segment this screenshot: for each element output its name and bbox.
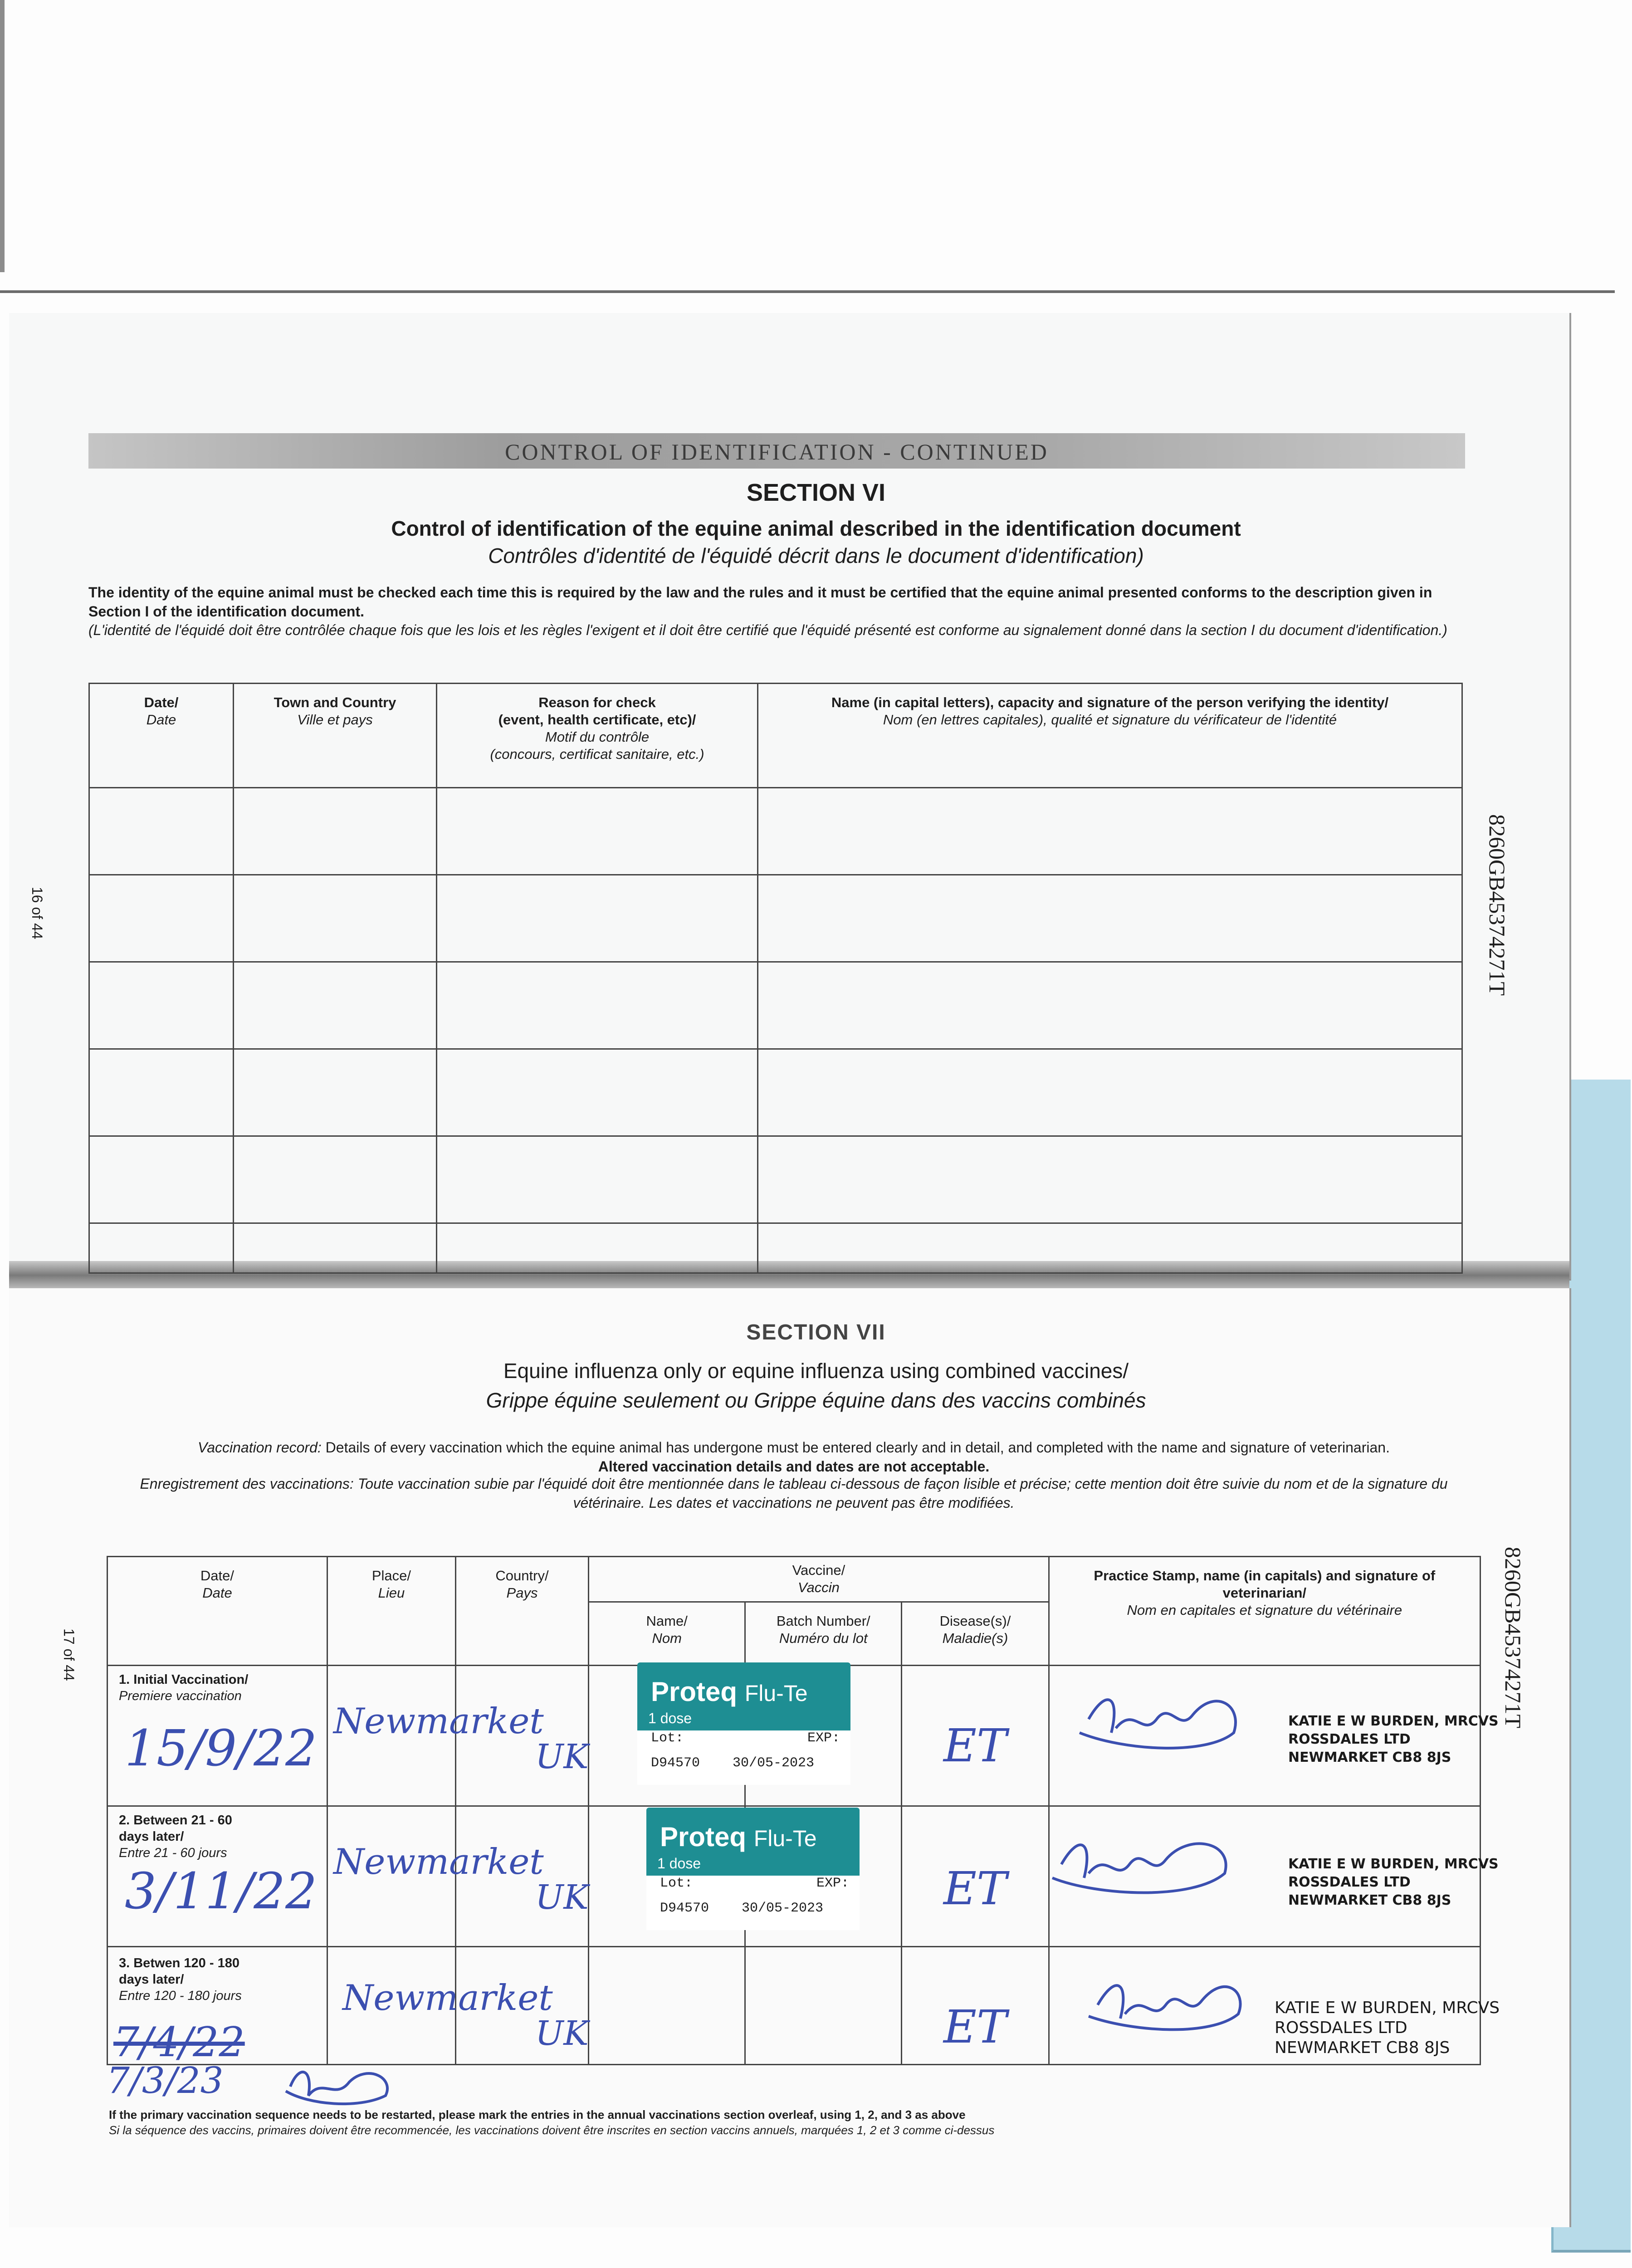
town-cell[interactable] <box>234 962 437 1049</box>
col-batch-number: Batch Number/ Numéro du lot <box>745 1602 902 1666</box>
table-row <box>89 1223 1462 1273</box>
col-country: Country/ Pays <box>455 1557 588 1666</box>
table-row <box>89 1136 1462 1223</box>
row-3-label: 3. Betwen 120 - 180 days later/ Entre 120 - 180 jours <box>119 1956 242 2003</box>
vaccination-intro-fr: Enregistrement des vaccinations: Toute vaccination subie par l'équidé doit être mentionnée dans le tableau ci-dessous de façon lisible et précise; cette mention doit être suivie du nom et de la signature du vétérinaire. Les dates et vaccinations ne peuvent pas être modifiées. <box>140 1476 1448 1511</box>
date-cell[interactable] <box>89 1049 234 1136</box>
exp-label: EXP: <box>807 1730 840 1746</box>
date-cell[interactable] <box>89 962 234 1049</box>
row-1-date: 15/9/22 <box>125 1719 318 1777</box>
table-row <box>89 875 1462 962</box>
table-row <box>89 788 1462 875</box>
vaccination-intro-en: Details of every vaccination which the equine animal has undergone must be entered clearly and in detail, and completed with the name and signature of veterinarian. <box>325 1439 1390 1456</box>
row-3-place: Newmarket <box>342 1978 553 2019</box>
row-1-disease: ET <box>943 1719 1007 1772</box>
row-2-date: 3/11/22 <box>125 1862 318 1920</box>
row-3-country: UK <box>535 2014 589 2053</box>
page-number-16: 16 of 44 <box>29 887 45 939</box>
expiry-date: 30/05-2023 <box>733 1755 815 1771</box>
vet-signature-1 <box>1070 1678 1252 1755</box>
footnote: If the primary vaccination sequence needs to be restarted, please mark the entries in the annual vaccinations section overleaf, using 1, 2, and 3 as above Si la séquence des vaccins, primaires doivent être recommencée, les vaccinations doivent être inscrites en section vaccins annuels, marquées 1, 2 et 3 comme ci-dessus <box>109 2108 995 2137</box>
verifier-cell[interactable] <box>758 875 1462 962</box>
reason-cell[interactable] <box>437 1223 758 1273</box>
date-cell[interactable] <box>89 788 234 875</box>
practice-stamp-3: KATIE E W BURDEN, MRCVS ROSSDALES LTD NEWMARKET CB8 8JS <box>1275 1999 1500 2057</box>
vaccine-name-cell[interactable] <box>589 1947 745 2065</box>
vaccine-sticker-1 <box>637 1662 850 1785</box>
date-initial-signature <box>281 2059 399 2109</box>
section-vi-subtitle-fr: Contrôles d'identité de l'équidé décrit dans le document d'identification) <box>488 544 1144 567</box>
banner-text: CONTROL OF IDENTIFICATION - CONTINUED <box>505 439 1049 464</box>
reason-cell[interactable] <box>437 962 758 1049</box>
col-reason: Reason for check (event, health certificate, etc)/ Motif du contrôle (concours, certificat sanitaire, etc.) <box>437 684 758 788</box>
row-1-country: UK <box>535 1737 589 1776</box>
identification-check-table <box>88 683 1463 1274</box>
page-number-17: 17 of 44 <box>61 1628 77 1681</box>
vaccination-altered-note: Altered vaccination details and dates are not acceptable. <box>598 1458 990 1475</box>
row-3-disease: ET <box>943 2000 1007 2053</box>
town-cell[interactable] <box>234 1136 437 1223</box>
town-cell[interactable] <box>234 788 437 875</box>
section-vi-intro-fr: (L'identité de l'équidé doit être contrôlée chaque fois que les lois et les règles l'exigent et il doit être certifié que l'équidé présenté est conforme au signalement donné dans la section I du document d'identification.) <box>88 622 1447 638</box>
batch-number: D94570 <box>660 1901 709 1916</box>
section-vii-subtitle-en: Equine influenza only or equine influenza using combined vaccines/ <box>503 1359 1129 1383</box>
date-cell[interactable] <box>89 1136 234 1223</box>
vaccine-product: Flu-Te <box>753 1826 817 1851</box>
table-row <box>89 1049 1462 1136</box>
vaccine-brand: Proteq <box>660 1822 747 1852</box>
reason-cell[interactable] <box>437 875 758 962</box>
vet-signature-3 <box>1080 1964 1252 2037</box>
row-2-label: 2. Between 21 - 60 days later/ Entre 21 - 60 jours <box>119 1813 232 1860</box>
section-banner <box>88 433 1465 469</box>
verifier-cell[interactable] <box>758 1223 1462 1273</box>
col-date: Date/ Date <box>89 684 234 788</box>
booklet-top-border <box>0 290 1615 293</box>
section-vi-title: SECTION VI <box>746 479 886 506</box>
practice-stamp-1: KATIE E W BURDEN, MRCVS ROSSDALES LTD NEWMARKET CB8 8JS <box>1288 1713 1499 1765</box>
town-cell[interactable] <box>234 1049 437 1136</box>
town-cell[interactable] <box>234 875 437 962</box>
batch-number: D94570 <box>651 1755 700 1771</box>
vaccine-product: Flu-Te <box>744 1681 808 1706</box>
lot-label: Lot: <box>651 1730 684 1746</box>
verifier-cell[interactable] <box>758 1049 1462 1136</box>
vaccination-record-lead: Vaccination record: <box>198 1439 322 1456</box>
horse-id-number-lower: 8260GB45374271T <box>1500 1547 1526 1728</box>
row-2-place: Newmarket <box>333 1842 544 1882</box>
col-diseases: Disease(s)/ Maladie(s) <box>902 1602 1049 1666</box>
date-cell[interactable] <box>89 1223 234 1273</box>
expiry-date: 30/05-2023 <box>742 1901 824 1916</box>
row-3-date: 7/3/23 <box>107 2059 224 2102</box>
section-vi-intro-en: The identity of the equine animal must be checked each time this is required by the law and the rules and it must be certified that the equine animal presented conforms to the description given in Section I of the identification document. <box>88 584 1432 620</box>
vaccine-brand: Proteq <box>651 1677 738 1707</box>
col-practice-stamp: Practice Stamp, name (in capitals) and signature of veterinarian/ Nom en capitales et signature du vétérinaire <box>1049 1557 1480 1666</box>
reason-cell[interactable] <box>437 1136 758 1223</box>
lot-label: Lot: <box>660 1876 693 1891</box>
row-3-date-struck: 7/4/22 <box>113 2019 245 2066</box>
row-1-place: Newmarket <box>333 1701 544 1742</box>
row-1-label: 1. Initial Vaccination/ Premiere vaccination <box>119 1672 249 1703</box>
vaccine-dose: 1 dose <box>648 1710 692 1726</box>
row-2-country: UK <box>535 1878 589 1917</box>
col-vaccine-name: Name/ Nom <box>589 1602 745 1666</box>
exp-label: EXP: <box>816 1876 850 1891</box>
reason-cell[interactable] <box>437 788 758 875</box>
town-cell[interactable] <box>234 1223 437 1273</box>
col-verifier: Name (in capital letters), capacity and signature of the person verifying the identity/ Nom (en lettres capitales), qualité et signature du vérificateur de l'identité <box>758 684 1462 788</box>
verifier-cell[interactable] <box>758 962 1462 1049</box>
vet-signature-2 <box>1043 1823 1243 1901</box>
col-date: Date/ Date <box>107 1557 327 1666</box>
col-place: Place/ Lieu <box>327 1557 455 1666</box>
batch-cell[interactable] <box>745 1947 902 2065</box>
verifier-cell[interactable] <box>758 788 1462 875</box>
horse-id-number-upper: 8260GB453742​71T <box>1485 814 1510 996</box>
verifier-cell[interactable] <box>758 1136 1462 1223</box>
col-vaccine: Vaccine/ Vaccin <box>589 1557 1049 1602</box>
row-2-disease: ET <box>943 1862 1007 1915</box>
practice-stamp-2: KATIE E W BURDEN, MRCVS ROSSDALES LTD NEWMARKET CB8 8JS <box>1288 1856 1499 1908</box>
reason-cell[interactable] <box>437 1049 758 1136</box>
col-town: Town and Country Ville et pays <box>234 684 437 788</box>
vaccine-dose: 1 dose <box>657 1855 701 1872</box>
date-cell[interactable] <box>89 875 234 962</box>
vaccine-sticker-2 <box>646 1808 860 1930</box>
scan-edge <box>0 0 5 272</box>
section-vii-subtitle-fr: Grippe équine seulement ou Grippe équine dans des vaccins combinés <box>486 1388 1146 1412</box>
table-row <box>89 962 1462 1049</box>
section-vii-title: SECTION VII <box>746 1320 886 1344</box>
section-vi-subtitle-en: Control of identification of the equine animal described in the identification document <box>391 517 1241 540</box>
